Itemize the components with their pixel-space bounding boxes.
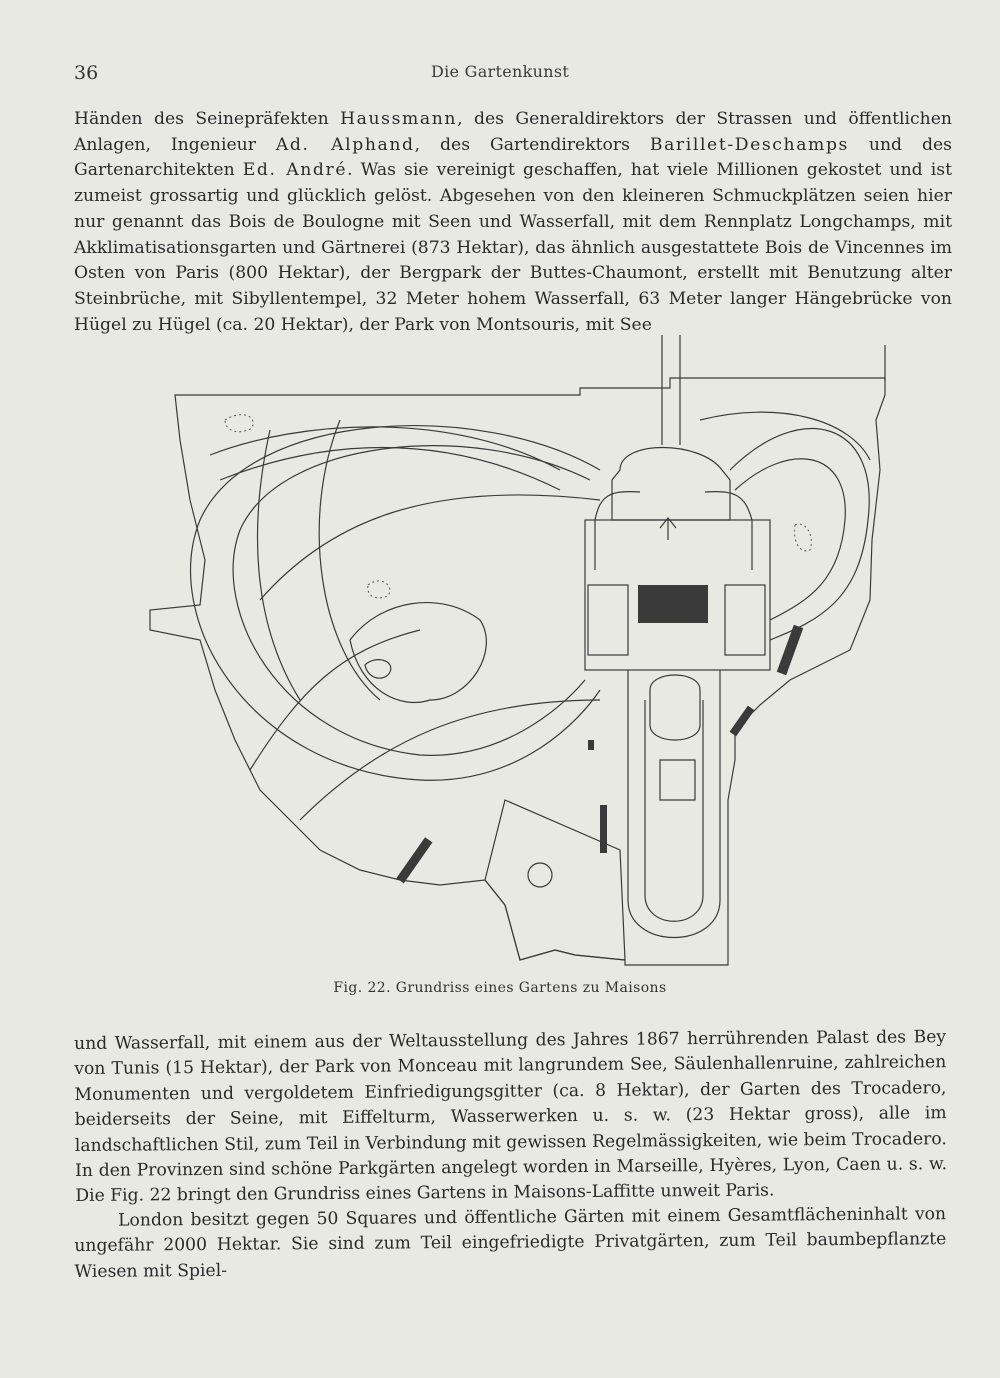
tree-cluster bbox=[794, 524, 811, 551]
name-andre: Ed. André bbox=[242, 160, 348, 181]
curve-path-6 bbox=[258, 430, 300, 700]
parterre-left-bed bbox=[588, 585, 628, 655]
parterre-right-bed bbox=[725, 585, 765, 655]
alley-bed bbox=[660, 760, 695, 800]
chateau-building bbox=[638, 585, 708, 623]
name-alphand: Ad. Alphand bbox=[275, 134, 415, 155]
text-run: , des Generaldirektors der Strassen und öffentlichen Anlagen, Ingenieur bbox=[74, 109, 952, 155]
text-run: . Was sie vereinigt geschaffen, hat viele Millionen gekostet und ist zumeist grossartig und glücklich gelöst. Abgesehen von den kleineren Schmuckplätzen seien hier nur genannt das Bois de Boulogne mit Seen und Wasserfall, mit dem Rennplatz Longchamps, mit Akklimatisationsgarten und Gärtnerei (873 Hektar), das ähnlich ausgestattete Bois de Vincennes im Osten von Paris (800 Hektar), der Bergpark der Buttes-Chaumont, erstellt mit Benutzung alter Steinbrüche, mit Sibyllentempel, 32 Meter hohem Wasserfall, 63 Meter langer Hängebrücke von Hügel zu Hügel (ca. 20 Hektar), der Park von Montsouris, mit See bbox=[74, 160, 952, 335]
text-run: Händen des Seinepräfekten bbox=[74, 109, 341, 129]
text-run: , des Gartendirektors bbox=[414, 134, 650, 155]
oval-path-inner bbox=[233, 446, 590, 756]
parterre-arch-right bbox=[705, 492, 752, 570]
top-paragraph bbox=[74, 107, 952, 338]
right-loop-outer bbox=[730, 429, 869, 640]
hatched-garden-roundel bbox=[528, 863, 552, 887]
lake bbox=[350, 603, 486, 703]
outbuilding-right bbox=[777, 625, 803, 675]
oval-path-outer bbox=[191, 426, 600, 781]
alley-oval bbox=[650, 675, 700, 740]
curve-path-3 bbox=[260, 495, 600, 600]
outbuilding-center bbox=[600, 805, 607, 853]
figure-caption: Fig. 22. Grundriss eines Gartens zu Maisons bbox=[333, 980, 667, 996]
garden-plan-figure bbox=[140, 330, 900, 980]
parterre-head bbox=[612, 448, 730, 521]
bottom-paragraph: und Wasserfall, mit einem aus der Weltausstellung des Jahres 1867 herrührenden Palast des Bey von Tunis (15 Hektar), der Park von Monceau mit langrundem See, Säulenhallenruine, zahlreichen Monumenten und vergoldetem Einfriedigungsgitter (ca. 8 Hektar), der Garten des Trocadero, beiderseits der Seine, mit Eiffelturm, Wasserwerken u. s. w. (23 Hektar gross), alle im landschaftlichen Stil, zum Teil in Verbindung mit gewissen Regelmässigkeiten, wie beim Trocadero. In den Provinzen sind schöne Parkgärten angelegt worden in Marseille, Hyères, Lyon, Caen u. s. w. Die Fig. 22 bringt den Grundriss eines Gartens in Maisons-Laffitte unweit Paris. bbox=[74, 1027, 948, 1207]
curve-path-4 bbox=[300, 700, 600, 820]
kiosk bbox=[588, 740, 594, 750]
tree-cluster bbox=[368, 581, 390, 598]
page-number: 36 bbox=[74, 62, 99, 84]
outbuilding-lower-right bbox=[730, 706, 755, 737]
text-run: und des Gartenarchitekten bbox=[74, 134, 952, 181]
running-title: Die Gartenkunst bbox=[430, 62, 570, 81]
right-curve bbox=[700, 412, 870, 460]
name-barillet-deschamps: Barillet-Deschamps bbox=[649, 134, 849, 155]
curve-path-5 bbox=[250, 630, 420, 770]
parterre-arch-left bbox=[595, 492, 640, 570]
top-avenue bbox=[662, 335, 680, 445]
lake-island bbox=[365, 660, 391, 679]
arrow-ornament bbox=[660, 518, 676, 540]
tree-cluster bbox=[225, 415, 253, 432]
long-alley bbox=[628, 670, 720, 938]
name-haussmann: Haussmann bbox=[340, 109, 458, 129]
last-paragraph: London besitzt gegen 50 Squares und öffentliche Gärten mit einem Gesamtflächeninhalt von ungefähr 2000 Hektar. Sie sind zum Teil eingefriedigte Privatgärten, zum Teil baumbepflanzte Wiesen mit Spiel- bbox=[74, 1204, 947, 1282]
outbuilding-left bbox=[396, 837, 432, 883]
